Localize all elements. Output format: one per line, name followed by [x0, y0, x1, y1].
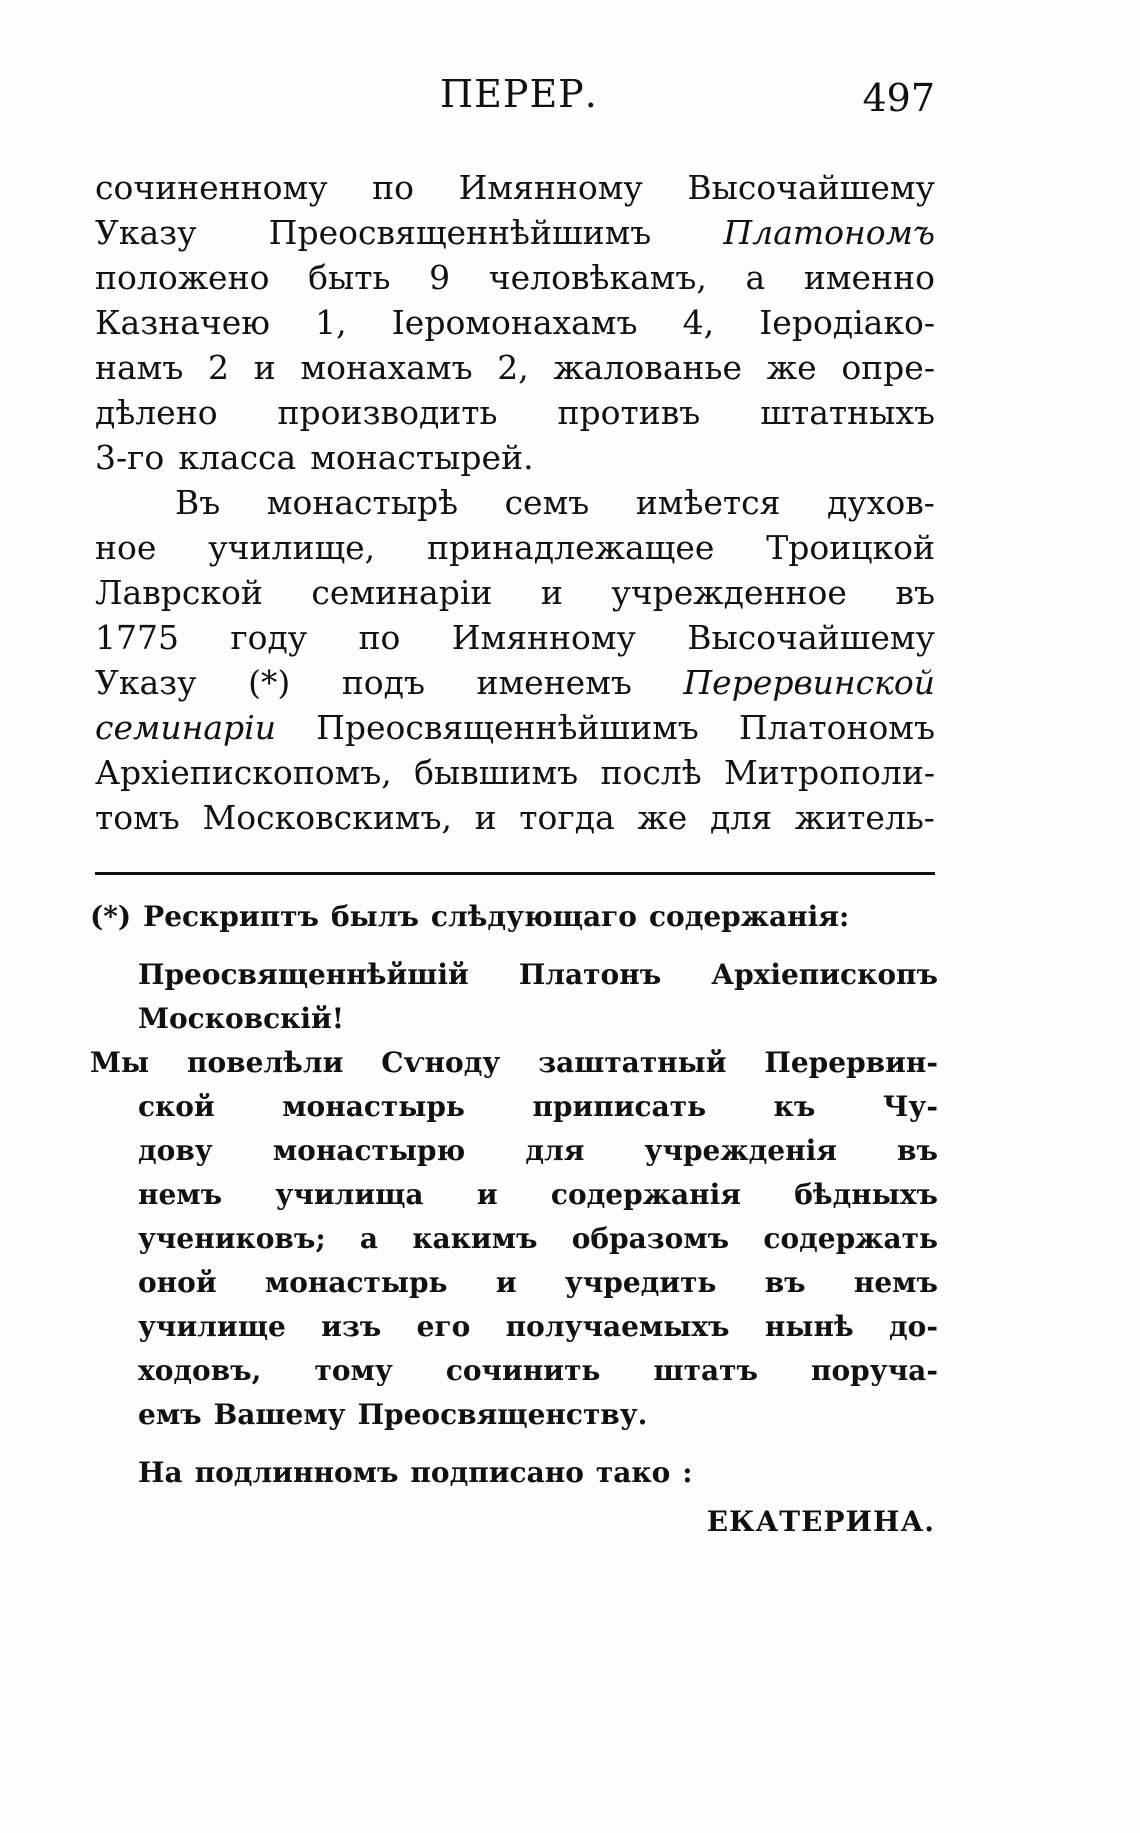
word: На — [138, 1456, 183, 1489]
text-line — [95, 795, 935, 840]
word: ской — [138, 1090, 215, 1123]
word: монастырѣ — [266, 483, 459, 522]
word: получаемыхъ — [505, 1310, 730, 1343]
footnote-text-line — [90, 1349, 938, 1393]
word: монахамъ — [300, 348, 473, 387]
word: духов- — [827, 483, 935, 522]
word: Архiепископъ — [711, 958, 938, 991]
word: немъ — [138, 1178, 223, 1211]
text-line — [95, 525, 935, 570]
word: Архiепископомъ, — [95, 753, 392, 792]
word: Преосвященнѣйшимъ — [268, 213, 652, 252]
word: изъ — [321, 1310, 382, 1343]
word: образомъ — [571, 1222, 730, 1255]
text-line — [95, 255, 935, 300]
word: тому — [314, 1354, 393, 1387]
page-number: 497 — [862, 76, 935, 120]
word: Имянному — [458, 168, 643, 207]
word: (*) — [248, 663, 291, 702]
footnote-text-line — [90, 1217, 938, 1261]
word: именемъ — [476, 663, 632, 702]
word: Iеромонахамъ — [391, 303, 638, 342]
word: училища — [275, 1178, 424, 1211]
footnote — [90, 895, 938, 1495]
word: приписать — [532, 1090, 707, 1123]
word: бывшимъ — [414, 753, 579, 792]
word: Преосвященнѣйшiй — [138, 958, 469, 991]
word: былъ — [330, 900, 419, 933]
word: Чу- — [882, 1090, 938, 1123]
page-header — [95, 72, 935, 132]
word: Преосвященнѣйшимъ — [316, 708, 699, 747]
text-line — [95, 300, 935, 345]
word: семъ — [504, 483, 590, 522]
word: и — [495, 1266, 517, 1299]
footnote-divider — [95, 872, 935, 875]
word: какимъ — [412, 1222, 538, 1255]
footnote-text-line — [90, 1305, 938, 1349]
word: Лаврской — [95, 573, 263, 612]
word: сочинить — [445, 1354, 601, 1387]
word: сочиненному — [95, 168, 328, 207]
word: быть — [308, 258, 391, 297]
footnote-text-line — [90, 1393, 938, 1437]
word: 1775 — [95, 618, 179, 657]
word: 2, — [497, 348, 529, 387]
word: штатъ — [653, 1354, 758, 1387]
word: Платономъ — [738, 708, 935, 747]
word: Вашему — [213, 1398, 346, 1431]
word: тогда — [519, 798, 615, 837]
text-line — [95, 615, 935, 660]
footnote-heading — [90, 895, 938, 939]
word: Имянному — [451, 618, 636, 657]
text-line — [95, 435, 935, 480]
word: Преосвященству. — [357, 1398, 648, 1431]
word: производить — [277, 393, 498, 432]
word: году — [230, 618, 308, 657]
word: Высочайшему — [687, 168, 935, 207]
footnote-subscription — [90, 1451, 938, 1495]
word: училище — [138, 1310, 286, 1343]
word: намъ — [95, 348, 184, 387]
word: въ — [764, 1266, 806, 1299]
word: бѣдныхъ — [794, 1178, 938, 1211]
word: а — [359, 1222, 379, 1255]
running-title: ПЕРЕР. — [440, 72, 598, 116]
word: въ — [897, 1134, 938, 1167]
text-line — [95, 390, 935, 435]
word: его — [416, 1310, 471, 1343]
text-line — [95, 165, 935, 210]
word: томъ — [95, 798, 180, 837]
word: именно — [803, 258, 935, 297]
text-line — [95, 345, 935, 390]
footnote-text-line — [90, 1173, 938, 1217]
text-line — [95, 210, 935, 255]
word: содержанiя — [550, 1178, 741, 1211]
word: содержанiя: — [648, 900, 850, 933]
word: и — [476, 1178, 498, 1211]
word: по — [372, 168, 415, 207]
word: послѣ — [600, 753, 702, 792]
word: же — [637, 798, 688, 837]
word: подписано — [410, 1456, 584, 1489]
word: Московскимъ, — [202, 798, 452, 837]
word: въ — [895, 573, 935, 612]
word: по — [358, 618, 401, 657]
word: оной — [138, 1266, 217, 1299]
word: заштатный — [538, 1046, 727, 1079]
footnote-address — [90, 953, 938, 997]
footnote-address — [90, 997, 938, 1041]
word: и — [540, 573, 563, 612]
word: Троицкой — [766, 528, 935, 567]
word: до- — [889, 1310, 938, 1343]
word: Указу — [95, 213, 197, 252]
word: принадлежащее — [427, 528, 715, 567]
word: имѣется — [635, 483, 781, 522]
footnote-text-line — [90, 1041, 938, 1085]
word: противъ — [557, 393, 701, 432]
word: монастырей. — [310, 438, 534, 477]
word: 1, — [315, 303, 347, 342]
word: немъ — [853, 1266, 938, 1299]
word: содержать — [763, 1222, 938, 1255]
word: ное — [95, 528, 157, 567]
word: училище, — [208, 528, 376, 567]
word: 3-го — [95, 438, 165, 477]
word: Сѵноду — [381, 1046, 501, 1079]
word: подлинномъ — [194, 1456, 399, 1489]
word: Iеродiако- — [759, 303, 935, 342]
text-line — [95, 705, 935, 750]
word: : — [682, 1456, 693, 1489]
word: Рескриптъ — [143, 900, 319, 933]
word: нынѣ — [764, 1310, 854, 1343]
word: семинарiи — [95, 708, 276, 747]
word: емъ — [138, 1398, 202, 1431]
word: повелѣли — [186, 1046, 344, 1079]
word: поруча- — [811, 1354, 938, 1387]
word: 4, — [682, 303, 715, 342]
word: и — [474, 798, 497, 837]
word: дѣлено — [95, 393, 218, 432]
word: (*) — [90, 900, 132, 933]
word: а — [745, 258, 766, 297]
word: семинарiи — [311, 573, 493, 612]
word: тако — [595, 1456, 671, 1489]
word: 2 — [208, 348, 230, 387]
text-line — [95, 750, 935, 795]
word: Перервин- — [764, 1046, 938, 1079]
signature: ЕКАТЕРИНА. — [706, 1505, 935, 1538]
word: штатныхъ — [760, 393, 935, 432]
word: класса — [178, 438, 297, 477]
main-text — [95, 165, 935, 840]
word: положено — [95, 258, 270, 297]
word: и — [253, 348, 276, 387]
word: учрежденiя — [644, 1134, 837, 1167]
word: Указу — [95, 663, 197, 702]
word: учениковъ; — [138, 1222, 326, 1255]
word: для — [709, 798, 773, 837]
word: дову — [138, 1134, 213, 1167]
word: монастырю — [272, 1134, 466, 1167]
word: опре- — [841, 348, 935, 387]
word: монастырь — [264, 1266, 448, 1299]
text-line — [95, 660, 935, 705]
word: учрежденное — [611, 573, 847, 612]
text-line — [95, 480, 935, 525]
footnote-text-line — [90, 1261, 938, 1305]
word: ходовъ, — [138, 1354, 262, 1387]
word: монастырь — [282, 1090, 465, 1123]
word: жалованье — [553, 348, 743, 387]
word: слѣдующаго — [430, 900, 637, 933]
word: для — [525, 1134, 585, 1167]
word: подъ — [341, 663, 425, 702]
word: Платонъ — [518, 958, 662, 991]
word: Платономъ — [723, 213, 935, 252]
footnote-text-line — [90, 1129, 938, 1173]
word: учредить — [564, 1266, 717, 1299]
word: къ — [773, 1090, 816, 1123]
word: Мы — [90, 1046, 150, 1079]
word: же — [766, 348, 817, 387]
word: Высочайшему — [687, 618, 935, 657]
word: Московскiй! — [138, 1002, 345, 1035]
word: 9 — [429, 258, 451, 297]
word: человѣкамъ, — [488, 258, 707, 297]
footnote-text-line — [90, 1085, 938, 1129]
word: житель- — [794, 798, 935, 837]
word: Митрополи- — [723, 753, 935, 792]
word: Перервинской — [683, 663, 935, 702]
word: Въ — [175, 483, 221, 522]
word: Казначею — [95, 303, 270, 342]
text-line — [95, 570, 935, 615]
